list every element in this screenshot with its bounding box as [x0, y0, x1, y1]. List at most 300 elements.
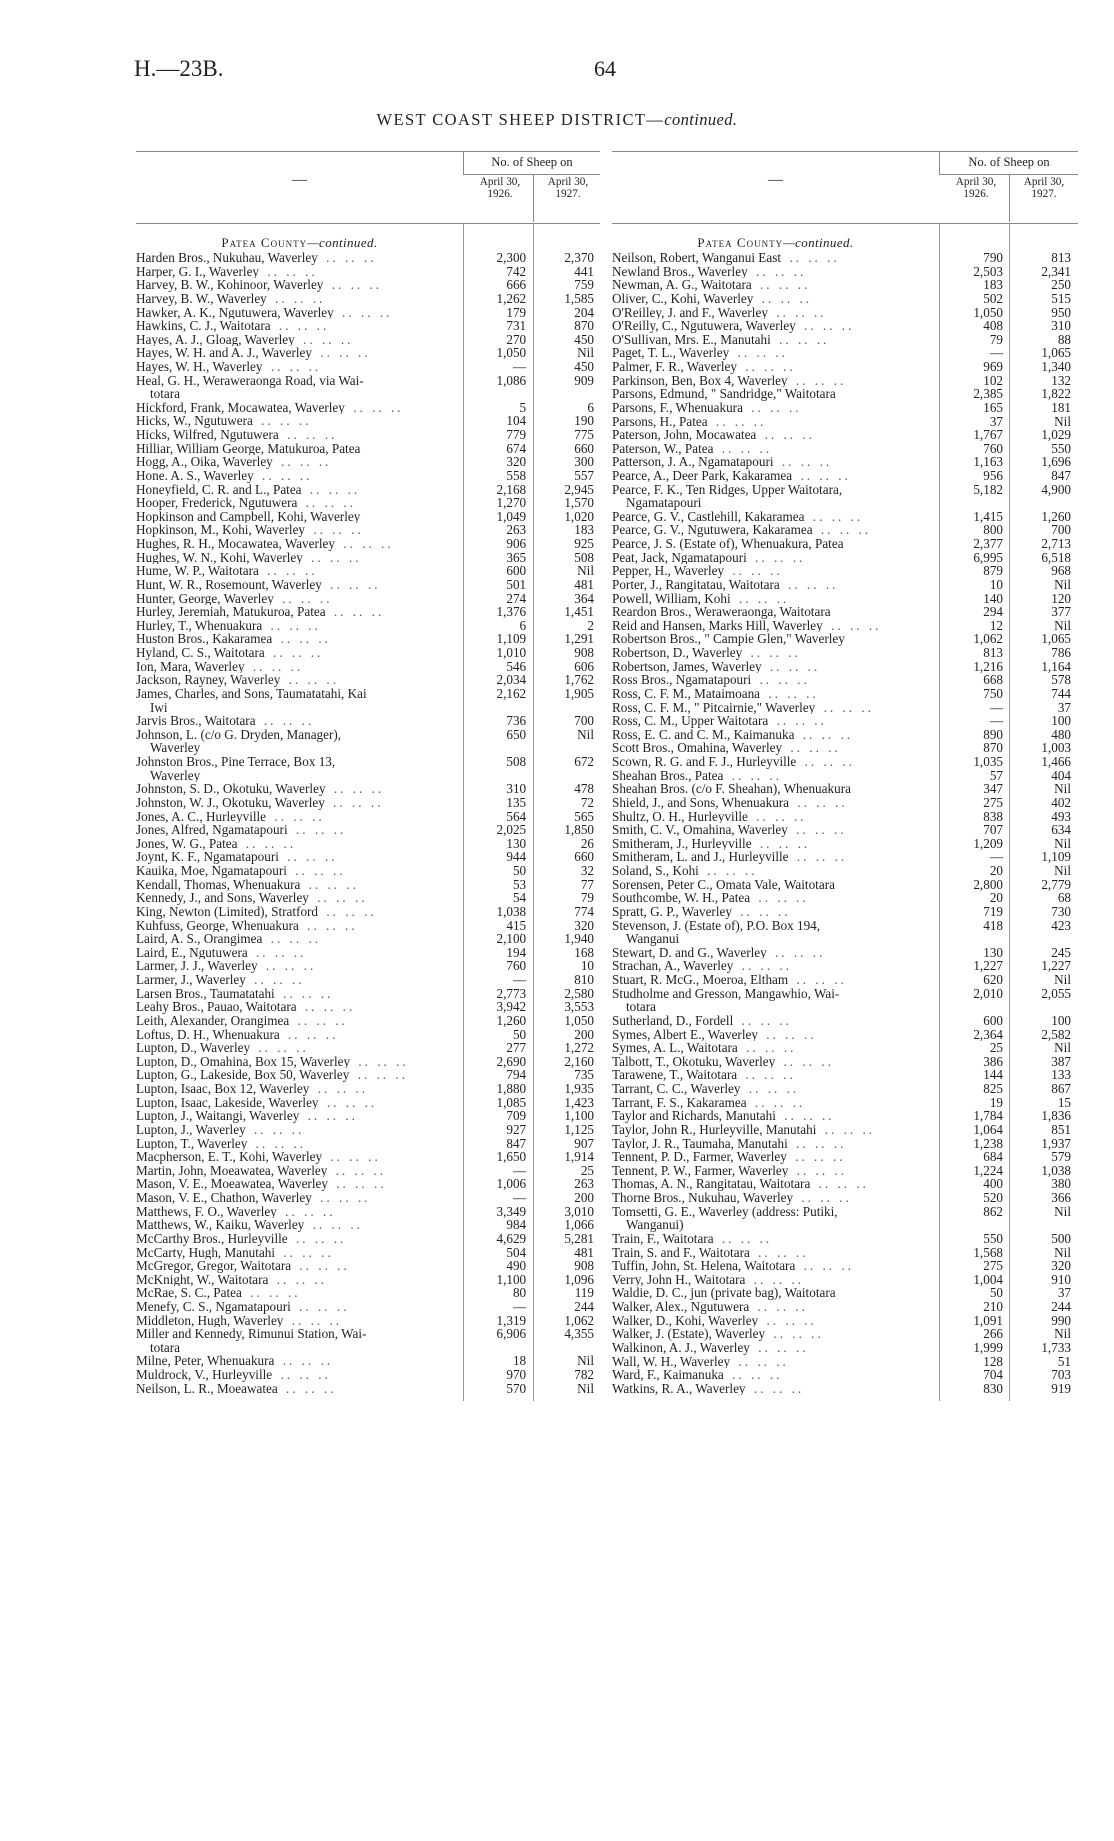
- sheep-1926-value: 674: [506, 440, 527, 456]
- sheep-1927-value: 1,020: [564, 508, 594, 524]
- leader-dots: .. .. ..: [824, 618, 882, 633]
- sheep-1926-value: 707: [983, 822, 1003, 838]
- owner-name-text: Thomas, A. N., Rangitatau, Waitotara: [612, 1177, 811, 1192]
- owner-name-text: Paterson, W., Patea: [612, 441, 714, 456]
- owner-name: [136, 891, 462, 905]
- table-row: [136, 428, 600, 442]
- sheep-1926: [941, 251, 1009, 265]
- table-row: [612, 687, 1078, 701]
- sheep-1927-value: 782: [574, 1367, 594, 1383]
- sheep-1927-value: 1,850: [564, 822, 594, 838]
- owner-name-text: Miller and Kennedy, Rimunui Station, Wai-: [136, 1327, 367, 1342]
- owner-name: [136, 932, 462, 946]
- owner-name-text: Hayes, W. H. and A. J., Waverley: [136, 346, 312, 360]
- owner-name: [136, 1014, 462, 1028]
- sheep-1927: [532, 714, 600, 728]
- owner-name-text: Stevenson, J. (Estate of), P.O. Box 194,: [612, 918, 821, 933]
- owner-name-text: Jones, Alfred, Ngamatapouri: [136, 823, 288, 837]
- sheep-1926: [941, 333, 1009, 347]
- sheep-1926: [464, 551, 532, 565]
- owner-name-text: Pearce, F. K., Ten Ridges, Upper Waitotara,: [612, 482, 843, 497]
- sheep-1927-value: 1,570: [564, 495, 594, 511]
- sheep-1926-value: 760: [983, 440, 1003, 456]
- sheep-1927: [1009, 1382, 1077, 1396]
- sheep-1927: [532, 823, 600, 837]
- sheep-1927: [532, 1314, 600, 1328]
- sheep-1927: [532, 632, 600, 646]
- sheep-1927: [1009, 850, 1077, 864]
- owner-name-text: Jarvis Bros., Waitotara: [136, 714, 256, 728]
- leader-dots: .. .. ..: [749, 809, 807, 824]
- sheep-1927: [532, 1096, 600, 1110]
- owner-name: [136, 905, 462, 919]
- owner-name: [612, 1314, 939, 1328]
- sheep-1927-value: 320: [574, 917, 594, 933]
- table-row: [612, 1259, 1078, 1273]
- sheep-1926: [464, 592, 532, 606]
- table-row: [612, 919, 1078, 946]
- owner-name-text: Hurley, T., Whenuakura: [136, 618, 263, 633]
- owner-name: [136, 1164, 462, 1178]
- table-row: [136, 1082, 600, 1096]
- title-continued: continued.: [664, 110, 738, 129]
- table-row: [612, 442, 1078, 456]
- leader-dots: .. .. ..: [291, 1013, 348, 1028]
- header-dash: —: [768, 172, 783, 188]
- leader-dots: .. .. ..: [797, 319, 855, 333]
- sheep-1927-value: Nil: [1054, 1203, 1071, 1219]
- table-row: [136, 1259, 600, 1273]
- owner-name: [612, 919, 939, 946]
- sheep-1926-value: —: [512, 1299, 527, 1314]
- sheep-1927: [532, 1041, 600, 1055]
- leader-dots: .. .. ..: [260, 564, 318, 578]
- leader-dots: .. .. ..: [276, 1354, 334, 1369]
- sheep-1927: [532, 850, 600, 864]
- sheep-1926-value: 165: [983, 399, 1003, 415]
- sheep-1926-value: 263: [506, 522, 527, 538]
- owner-name-text: Parsons, H., Patea: [612, 414, 708, 429]
- owner-name: [612, 823, 939, 837]
- owner-name-text: Hayes, A. J., Gloag, Waverley: [136, 332, 295, 347]
- sheep-1926-value: —: [989, 345, 1003, 361]
- table-row: [136, 251, 600, 265]
- sheep-1927-value: Nil: [577, 1380, 594, 1396]
- sheep-1927: [532, 401, 600, 415]
- sheep-1926: [941, 292, 1009, 306]
- sheep-1927: [532, 1191, 600, 1205]
- table-row: [612, 1028, 1078, 1042]
- owner-name-text: Kennedy, J., and Sons, Waverley: [136, 891, 309, 905]
- sheep-1926-value: 546: [506, 658, 527, 674]
- owner-name: [612, 864, 939, 878]
- leader-dots: .. .. ..: [326, 795, 384, 810]
- table-row: [136, 278, 600, 292]
- row-list: [136, 251, 600, 1395]
- sheep-1927-value: 1,050: [564, 1012, 594, 1028]
- sheep-1926: [464, 1177, 532, 1191]
- leader-dots: .. .. ..: [767, 1327, 824, 1341]
- leader-dots: .. .. ..: [735, 959, 793, 974]
- sheep-1927: [1009, 1109, 1077, 1123]
- sheep-1927: [532, 1246, 600, 1260]
- leader-dots: .. .. ..: [739, 1041, 797, 1055]
- table-row: [136, 292, 600, 306]
- table-row: [612, 578, 1078, 592]
- owner-name: [612, 605, 939, 619]
- sheep-1926-value: 570: [506, 1380, 527, 1396]
- sheep-1926: [941, 850, 1009, 864]
- sheep-1927-value: 813: [1051, 250, 1071, 265]
- sheep-1927-value: 1,125: [564, 1121, 594, 1137]
- sheep-1927-value: 1,937: [1041, 1135, 1071, 1151]
- page-number: 64: [594, 56, 616, 81]
- header-1927-line1: April 30,: [547, 176, 589, 188]
- sheep-1926: [464, 619, 532, 633]
- sheep-1926-value: 800: [983, 522, 1003, 538]
- county-name: Patea County: [697, 235, 784, 250]
- sheep-1926: [941, 1028, 1009, 1042]
- document-title: [0, 110, 1114, 130]
- table-row: [612, 878, 1078, 892]
- leader-dots: .. .. ..: [781, 577, 839, 592]
- table-body: [612, 224, 1078, 1395]
- table-row: [612, 469, 1078, 483]
- owner-name-text: Hurley, Jeremiah, Matukuroa, Patea: [136, 605, 326, 619]
- sheep-1927: [532, 537, 600, 551]
- owner-name: [136, 1177, 462, 1191]
- owner-name-text: Laird, E., Ngutuwera: [136, 945, 248, 960]
- owner-name: [612, 646, 939, 660]
- table-row: [136, 864, 600, 878]
- sheep-1927-value: 2,713: [1041, 536, 1071, 552]
- table-row: [612, 292, 1078, 306]
- sheep-1926-value: 2,168: [496, 481, 527, 497]
- leader-dots: .. .. ..: [795, 1191, 852, 1205]
- owner-name: [136, 1382, 462, 1396]
- sheep-1927-value: 3,553: [564, 999, 594, 1015]
- owner-name-text: Macpherson, E. T., Kohi, Waverley: [136, 1150, 323, 1164]
- sheep-1926-value: 704: [983, 1367, 1003, 1383]
- owner-name-text: Scown, R. G. and F. J., Hurleyville: [612, 755, 797, 769]
- leader-dots: .. .. ..: [289, 1231, 347, 1246]
- sheep-1926-value: 1,091: [973, 1312, 1003, 1328]
- sheep-1926: [941, 755, 1009, 769]
- leader-dots: .. .. ..: [319, 251, 377, 265]
- owner-name-text: Heal, G. H., Weraweraonga Road, via Wai-: [136, 373, 364, 388]
- leader-dots: .. .. ..: [313, 346, 371, 360]
- sheep-1926: [941, 1382, 1009, 1396]
- table-row: [136, 1055, 600, 1069]
- owner-name-text: Hawker, A. K., Ngutuwera, Waverley: [136, 305, 334, 320]
- sheep-1927-value: 250: [1051, 277, 1071, 293]
- owner-name-text: Hogg, A., Oika, Waverley: [136, 455, 273, 469]
- table-row: [612, 1300, 1078, 1314]
- header-1927-line2: 1927.: [1031, 188, 1057, 200]
- sheep-1927: [532, 891, 600, 905]
- sheep-1926-value: 53: [512, 876, 527, 892]
- sheep-1926: [464, 850, 532, 864]
- owner-name: [612, 755, 939, 769]
- owner-name-text: Mason, V. E., Moeawatea, Waverley: [136, 1177, 328, 1191]
- owner-name-text: King, Newton (Limited), Stratford: [136, 904, 319, 919]
- table-row: [136, 850, 600, 864]
- owner-name-text: Larmer, J., Waverley: [136, 973, 246, 987]
- sheep-1927-value: 1,096: [564, 1271, 594, 1287]
- leader-dots: .. .. ..: [293, 1259, 350, 1273]
- table-row: [612, 1109, 1078, 1123]
- sheep-1927: [532, 1137, 600, 1151]
- sheep-1926: [464, 837, 532, 851]
- table-row: [612, 973, 1078, 987]
- sheep-1926-value: 400: [983, 1176, 1003, 1192]
- owner-name-text: Robertson, James, Waverley: [612, 659, 762, 674]
- sheep-1927-value: 6: [587, 399, 594, 415]
- sheep-1926: [941, 592, 1009, 606]
- table-row: [612, 1368, 1078, 1382]
- sheep-1926-value: 2,385: [973, 386, 1003, 402]
- sheep-1926-value: 666: [506, 277, 527, 293]
- sheep-1926-value: 365: [506, 549, 527, 565]
- leader-dots: .. .. ..: [257, 714, 315, 728]
- owner-name-text: Paget, T. L., Waverley: [612, 346, 730, 360]
- table-row: [612, 401, 1078, 415]
- owner-name-text: Hyland, C. S., Waitotara: [136, 646, 265, 660]
- sheep-1927: [532, 496, 600, 510]
- leader-dots: .. .. ..: [278, 1204, 336, 1219]
- table-row: [612, 455, 1078, 469]
- leader-dots: .. .. ..: [272, 319, 330, 333]
- sheep-1927-value: 450: [574, 331, 594, 347]
- sheep-1927: [532, 1123, 600, 1137]
- owner-name: [136, 1218, 462, 1232]
- owner-name: [136, 823, 462, 837]
- leader-dots: .. .. ..: [790, 973, 847, 987]
- sheep-1927: [532, 1368, 600, 1382]
- owner-name: [136, 1286, 462, 1300]
- table-row: [612, 946, 1078, 960]
- sheep-1927: [532, 1354, 600, 1368]
- owner-name: [612, 1327, 939, 1341]
- sheep-1927-value: 1,935: [564, 1081, 594, 1096]
- header-1927: [534, 176, 602, 200]
- owner-name: [136, 551, 462, 565]
- sheep-1926-value: 1,784: [973, 1108, 1003, 1124]
- sheep-1926: [941, 605, 1009, 619]
- owner-name: [136, 455, 462, 469]
- sheep-1927-value: 133: [1051, 1067, 1071, 1083]
- owner-name: [612, 1232, 939, 1246]
- sheep-1927-value: 244: [1051, 1299, 1071, 1314]
- table-row: [612, 1246, 1078, 1260]
- sheep-1926: [464, 1082, 532, 1096]
- leader-dots: .. .. ..: [266, 646, 324, 660]
- sheep-1926: [464, 605, 532, 619]
- owner-name: [612, 1096, 939, 1110]
- table-row: [612, 701, 1078, 715]
- sheep-1926-value: 5,182: [973, 481, 1003, 497]
- sheep-1926: [941, 632, 1009, 646]
- sheep-1926-value: 1,999: [973, 1339, 1003, 1355]
- leader-dots: .. .. ..: [789, 1136, 847, 1151]
- table-row: [612, 632, 1078, 646]
- owner-name: [612, 959, 939, 973]
- owner-name-text: O'Sullivan, Mrs. E., Manutahi: [612, 332, 771, 347]
- owner-name: [612, 796, 939, 810]
- header-dash: —: [292, 172, 307, 188]
- sheep-1927-value: Nil: [1054, 863, 1071, 879]
- sheep-1926-value: 1,006: [496, 1176, 527, 1192]
- owner-name: [612, 333, 939, 347]
- sheep-1926-value: 266: [983, 1326, 1003, 1342]
- sheep-1927: [1009, 796, 1077, 810]
- sheep-1926: [464, 374, 532, 388]
- sheep-1926-value: 179: [506, 304, 527, 320]
- sheep-1927-value: 1,340: [1041, 359, 1071, 374]
- sheep-1926: [941, 564, 1009, 578]
- sheep-1927: [532, 864, 600, 878]
- leader-dots: .. .. ..: [768, 945, 826, 960]
- owner-name-text: Waldie, D. C., jun (private bag), Waitotara: [612, 1286, 836, 1300]
- sheep-1926: [464, 673, 532, 687]
- sheep-1926: [941, 878, 1009, 892]
- owner-name-text: Muldrock, V., Hurleyville: [136, 1368, 273, 1382]
- owner-name: [612, 837, 939, 851]
- sheep-1927: [532, 592, 600, 606]
- owner-name-text: Soland, S., Kohi: [612, 864, 699, 878]
- sheep-1927-value: 910: [1051, 1271, 1071, 1287]
- table-row: [612, 1014, 1078, 1028]
- owner-name-text: Joynt, K. F., Ngamatapouri: [136, 850, 279, 864]
- owner-name: [136, 360, 462, 374]
- sheep-1927: [532, 278, 600, 292]
- leader-dots: .. .. ..: [264, 360, 322, 374]
- leader-dots: .. .. ..: [751, 1300, 808, 1314]
- sheep-1927: [532, 878, 600, 892]
- sheep-1927-value: 310: [1051, 318, 1071, 334]
- owner-name-text: Shultz, O. H., Hurleyville: [612, 809, 748, 824]
- leader-dots: .. .. ..: [752, 891, 809, 905]
- owner-name-text: Walker, J. (Estate), Waverley: [612, 1327, 766, 1341]
- sheep-1926-value: 2,503: [973, 263, 1003, 279]
- owner-name: [612, 810, 939, 824]
- owner-name: [612, 564, 939, 578]
- leader-dots: .. .. ..: [791, 795, 848, 810]
- sheep-1927-value: 25: [580, 1162, 594, 1178]
- sheep-1927: [1009, 1205, 1077, 1232]
- sheep-1926: [941, 905, 1009, 919]
- leader-dots: .. .. ..: [306, 1218, 363, 1232]
- sheep-1926: [941, 946, 1009, 960]
- sheep-1926: [464, 1273, 532, 1287]
- sheep-1926: [464, 1354, 532, 1368]
- sheep-1926-value: 408: [983, 318, 1003, 334]
- sheep-1926-value: 879: [983, 563, 1003, 579]
- sheep-1926-value: 50: [989, 1285, 1003, 1301]
- leader-dots: .. .. ..: [307, 523, 364, 538]
- sheep-1927-value: Nil: [1054, 1040, 1071, 1056]
- sheep-1926: [941, 891, 1009, 905]
- sheep-1926-value: 2,800: [973, 876, 1003, 892]
- owner-name-text: Taylor, J. R., Taumaha, Manutahi: [612, 1136, 788, 1151]
- sheep-1926: [941, 278, 1009, 292]
- leader-dots: .. .. ..: [748, 550, 806, 565]
- sheep-1927: [1009, 905, 1077, 919]
- sheep-1926: [941, 728, 1009, 742]
- sheep-1926: [941, 319, 1009, 333]
- owner-name-text: Matthews, F. O., Waverley: [136, 1204, 277, 1219]
- owner-name-text: Hughes, R. H., Mocawatea, Waverley: [136, 537, 336, 551]
- sheep-1926-value: 57: [989, 767, 1003, 783]
- leader-dots: .. .. ..: [797, 1259, 854, 1273]
- sheep-1927-value: 2: [587, 617, 594, 633]
- sheep-1926-value: 19: [989, 1094, 1003, 1110]
- table-row: [612, 523, 1078, 537]
- sheep-1927: [532, 414, 600, 428]
- sheep-1927: [1009, 1355, 1077, 1369]
- owner-name: [612, 987, 939, 1014]
- owner-name-text: Ion, Mara, Waverley: [136, 659, 245, 674]
- sheep-1926-value: 684: [983, 1149, 1003, 1165]
- owner-name-text: Hawkins, C. J., Waitotara: [136, 319, 271, 333]
- table-row: [612, 346, 1078, 360]
- owner-name-text: McGregor, Gregor, Waitotara: [136, 1259, 292, 1273]
- owner-name: [136, 1150, 462, 1164]
- sheep-1926-value: 1,038: [496, 903, 527, 919]
- sheep-1926-value: 719: [983, 903, 1003, 919]
- sheep-1927: [532, 442, 600, 456]
- owner-name: [136, 1137, 462, 1151]
- sheep-1927-value: 204: [574, 304, 594, 320]
- table-row: [136, 1137, 600, 1151]
- table-row: [612, 1164, 1078, 1178]
- sheep-1926-value: 80: [512, 1285, 527, 1301]
- sheep-1926-value: 2,364: [973, 1026, 1003, 1042]
- owner-name: [136, 605, 462, 619]
- owner-name: [612, 1191, 939, 1205]
- owner-name-text: Strachan, A., Waverley: [612, 959, 734, 974]
- sheep-1927: [532, 973, 600, 987]
- owner-name: [612, 428, 939, 442]
- leader-dots: .. .. ..: [264, 932, 322, 946]
- header-group-label: No. of Sheep on: [463, 152, 600, 175]
- sheep-1927-value: 500: [1051, 1230, 1071, 1246]
- sheep-1926: [464, 1068, 532, 1082]
- sheep-1926: [941, 537, 1009, 551]
- sheep-1926-value: 813: [983, 645, 1003, 661]
- sheep-1926-value: 5: [519, 399, 527, 415]
- leader-dots: .. .. ..: [261, 264, 318, 279]
- leader-dots: .. .. ..: [298, 1000, 356, 1014]
- sheep-1926: [941, 782, 1009, 796]
- owner-name-text: Robertson Bros., " Campie Glen," Waverley: [612, 632, 845, 647]
- table-row: [136, 1096, 600, 1110]
- table-row: [612, 1041, 1078, 1055]
- sheep-1926: [464, 1246, 532, 1260]
- owner-name: [136, 265, 462, 279]
- sheep-1927: [1009, 632, 1077, 646]
- leader-dots: .. .. ..: [247, 1122, 305, 1137]
- leader-dots: .. .. ..: [744, 646, 801, 660]
- owner-name-text: Porter, J., Rangitatau, Waitotara: [612, 577, 780, 592]
- sheep-1927-value: 759: [574, 277, 594, 293]
- leader-dots: .. .. ..: [327, 782, 385, 796]
- sheep-1926: [941, 1327, 1009, 1341]
- table-row: [612, 360, 1078, 374]
- sheep-1926-value: 1,415: [973, 508, 1003, 524]
- owner-name: [136, 251, 462, 265]
- sheep-1926-value: 4,629: [496, 1230, 527, 1246]
